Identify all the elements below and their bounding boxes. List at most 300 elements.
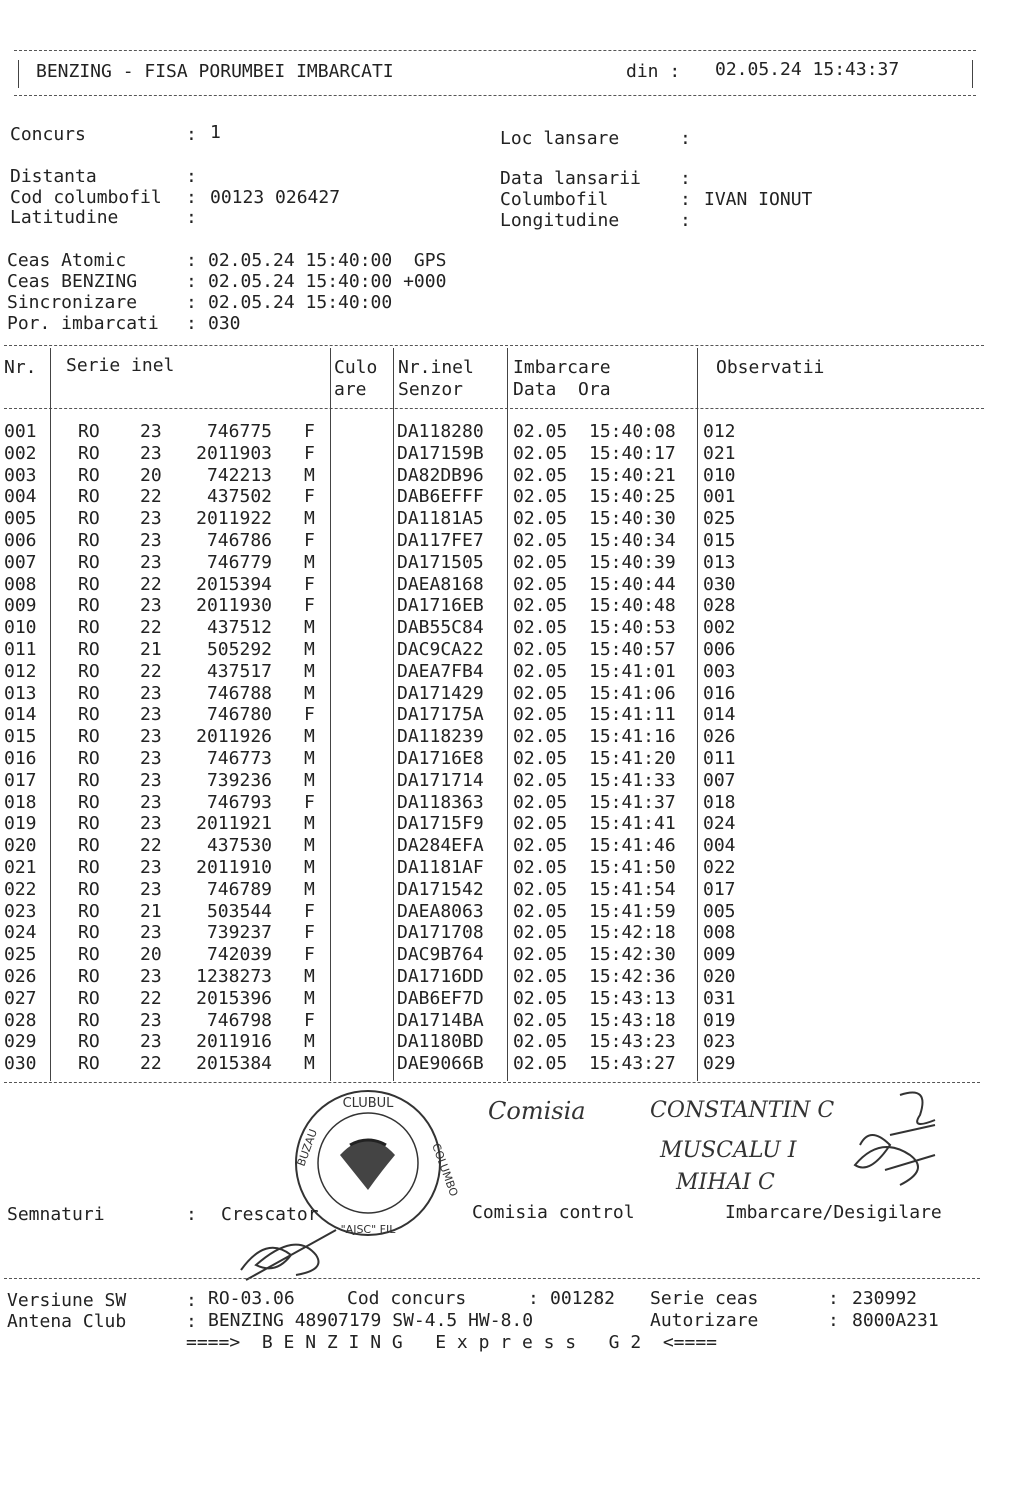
- cell-ora: 15:40:08: [589, 421, 676, 442]
- cell-inel: 2011910: [196, 857, 272, 878]
- cell-data: 02.05: [513, 1031, 568, 1053]
- cell-nr: 014: [4, 704, 37, 726]
- cell-obs: 019: [703, 1009, 736, 1031]
- cell-inel: 742039: [206, 944, 272, 966]
- col-header-nr: Nr.: [4, 357, 37, 378]
- cell-nr: 018: [4, 791, 37, 813]
- cell-data: 02.05: [513, 464, 568, 486]
- table-row: [0, 530, 1000, 552]
- cell-sex: M: [304, 878, 315, 900]
- col-header-imbarcare-2: Data Ora: [513, 379, 611, 400]
- cell-an: 23: [140, 791, 162, 813]
- table-top-border: [4, 345, 984, 346]
- cell-an: 23: [140, 682, 162, 704]
- semnaturi-colon: :: [186, 1204, 197, 1225]
- cell-data: 02.05: [513, 922, 568, 944]
- cell-data: 02.05: [513, 704, 568, 726]
- date-label: din :: [626, 61, 681, 82]
- cell-obs: 002: [703, 617, 736, 639]
- cell-inel: 2015394: [196, 573, 272, 595]
- cell-senzor: DA171505: [397, 551, 484, 573]
- cell-nr: 023: [4, 900, 37, 922]
- cell-tara: RO: [78, 486, 100, 508]
- cell-data: 02.05: [513, 595, 568, 617]
- serie-ceas-value: 230992: [852, 1288, 918, 1309]
- cell-an: 23: [140, 726, 162, 748]
- cell-ora: 15:43:27: [589, 1053, 676, 1075]
- cell-senzor: DA1181AF: [397, 857, 484, 878]
- cell-sex: F: [304, 1009, 315, 1031]
- cell-tara: RO: [78, 617, 100, 639]
- cell-senzor: DA1181A5: [397, 508, 484, 530]
- cell-data: 02.05: [513, 748, 568, 769]
- cell-data: 02.05: [513, 1053, 568, 1075]
- cell-sex: F: [304, 900, 315, 922]
- cod-concurs-colon: :: [528, 1288, 539, 1309]
- cell-nr: 012: [4, 660, 37, 682]
- cell-nr: 021: [4, 857, 37, 878]
- cell-sex: M: [304, 1053, 315, 1075]
- print-datetime: 02.05.24 15:43:37: [715, 59, 900, 80]
- cell-ora: 15:40:39: [589, 551, 676, 573]
- cell-senzor: DA171714: [397, 769, 484, 791]
- cell-sex: M: [304, 639, 315, 660]
- longitudine-label: Longitudine: [500, 210, 620, 231]
- cell-sex: M: [304, 1031, 315, 1053]
- col-header-imbarcare-1: Imbarcare: [513, 357, 611, 378]
- signature-scribble-2: [236, 1225, 346, 1285]
- cell-nr: 002: [4, 442, 37, 464]
- cell-ora: 15:41:16: [589, 726, 676, 748]
- cell-obs: 025: [703, 508, 736, 530]
- cell-sex: M: [304, 464, 315, 486]
- cell-an: 22: [140, 617, 162, 639]
- cell-data: 02.05: [513, 813, 568, 835]
- cell-sex: F: [304, 791, 315, 813]
- cod-columbofil-label: Cod columbofil: [10, 187, 162, 208]
- antena-label: Antena Club: [7, 1311, 127, 1332]
- cell-data: 02.05: [513, 791, 568, 813]
- cell-ora: 15:41:37: [589, 791, 676, 813]
- cell-ora: 15:40:25: [589, 486, 676, 508]
- cell-an: 23: [140, 966, 162, 987]
- cell-sex: M: [304, 551, 315, 573]
- header-left-border: [18, 60, 19, 88]
- table-row: [0, 792, 1000, 814]
- cell-sex: F: [304, 944, 315, 966]
- cell-obs: 012: [703, 421, 736, 442]
- cell-tara: RO: [78, 769, 100, 791]
- cell-nr: 022: [4, 878, 37, 900]
- cell-senzor: DA1716EB: [397, 595, 484, 617]
- cell-an: 23: [140, 508, 162, 530]
- cell-nr: 029: [4, 1031, 37, 1053]
- cell-tara: RO: [78, 878, 100, 900]
- cell-sex: M: [304, 660, 315, 682]
- cell-an: 22: [140, 1053, 162, 1075]
- cell-obs: 009: [703, 944, 736, 966]
- table-row: [0, 661, 1000, 683]
- cell-sex: M: [304, 508, 315, 530]
- cell-nr: 024: [4, 922, 37, 944]
- cell-ora: 15:40:30: [589, 508, 676, 530]
- cell-data: 02.05: [513, 486, 568, 508]
- cell-nr: 011: [4, 639, 37, 660]
- cell-an: 22: [140, 987, 162, 1009]
- cod-columbofil-value: 00123 026427: [210, 187, 341, 208]
- cell-tara: RO: [78, 900, 100, 922]
- cell-senzor: DAEA8168: [397, 573, 484, 595]
- cell-an: 22: [140, 835, 162, 857]
- cell-data: 02.05: [513, 944, 568, 966]
- cell-senzor: DA171542: [397, 878, 484, 900]
- table-header-border: [4, 408, 984, 409]
- cell-an: 21: [140, 639, 162, 660]
- cell-inel: 2011926: [196, 726, 272, 748]
- cell-obs: 015: [703, 530, 736, 551]
- cell-inel: 746773: [206, 748, 272, 769]
- cell-an: 23: [140, 878, 162, 900]
- table-row: [0, 944, 1000, 966]
- signature-scribble-1: [840, 1085, 950, 1195]
- cell-inel: 746793: [206, 791, 272, 813]
- cell-inel: 437502: [206, 486, 272, 508]
- cell-nr: 004: [4, 486, 37, 508]
- cell-sex: M: [304, 813, 315, 835]
- cell-ora: 15:41:41: [589, 813, 676, 835]
- handwritten-comisia: Comisia: [488, 1097, 586, 1125]
- cell-ora: 15:43:18: [589, 1009, 676, 1031]
- cell-obs: 028: [703, 595, 736, 617]
- cell-an: 23: [140, 857, 162, 878]
- cell-tara: RO: [78, 944, 100, 966]
- cell-obs: 007: [703, 769, 736, 791]
- cell-data: 02.05: [513, 639, 568, 660]
- table-row: [0, 704, 1000, 726]
- table-row: [0, 726, 1000, 748]
- cell-an: 23: [140, 1009, 162, 1031]
- table-row: [0, 574, 1000, 596]
- cell-tara: RO: [78, 660, 100, 682]
- cell-nr: 010: [4, 617, 37, 639]
- cell-obs: 026: [703, 726, 736, 748]
- versiune-value: RO-03.06: [208, 1288, 295, 1309]
- cell-tara: RO: [78, 1031, 100, 1053]
- cell-obs: 001: [703, 486, 736, 508]
- cell-data: 02.05: [513, 682, 568, 704]
- cell-inel: 2015396: [196, 987, 272, 1009]
- svg-text:BUZAU: BUZAU: [294, 1127, 320, 1169]
- cell-tara: RO: [78, 573, 100, 595]
- cell-tara: RO: [78, 682, 100, 704]
- distanta-label: Distanta: [10, 166, 97, 187]
- cell-ora: 15:41:11: [589, 704, 676, 726]
- cell-ora: 15:40:44: [589, 573, 676, 595]
- table-row: [0, 465, 1000, 487]
- cell-ora: 15:40:17: [589, 442, 676, 464]
- cell-obs: 013: [703, 551, 736, 573]
- cell-an: 23: [140, 813, 162, 835]
- col-header-culoare-1: Culo: [334, 357, 378, 378]
- table-row: [0, 552, 1000, 574]
- concurs-label: Concurs: [10, 124, 86, 145]
- cell-an: 23: [140, 922, 162, 944]
- cell-nr: 015: [4, 726, 37, 748]
- table-row: [0, 988, 1000, 1010]
- cell-ora: 15:40:21: [589, 464, 676, 486]
- cell-ora: 15:40:48: [589, 595, 676, 617]
- cell-ora: 15:41:20: [589, 748, 676, 769]
- cell-sex: M: [304, 835, 315, 857]
- semnaturi-label: Semnaturi: [7, 1204, 105, 1225]
- table-row: [0, 835, 1000, 857]
- cell-data: 02.05: [513, 617, 568, 639]
- cell-inel: 503544: [206, 900, 272, 922]
- cell-data: 02.05: [513, 1009, 568, 1031]
- cell-nr: 005: [4, 508, 37, 530]
- svg-text:COLUMBO: COLUMBO: [429, 1141, 461, 1199]
- cell-sex: F: [304, 421, 315, 442]
- cell-inel: 437512: [206, 617, 272, 639]
- longitudine-colon: :: [680, 210, 691, 231]
- cell-nr: 017: [4, 769, 37, 791]
- cell-inel: 437530: [206, 835, 272, 857]
- cell-tara: RO: [78, 1053, 100, 1075]
- table-row: [0, 1010, 1000, 1032]
- table-row: [0, 901, 1000, 923]
- latitudine-colon: :: [186, 207, 197, 228]
- cell-tara: RO: [78, 551, 100, 573]
- cell-nr: 013: [4, 682, 37, 704]
- cell-nr: 016: [4, 748, 37, 769]
- cell-obs: 008: [703, 922, 736, 944]
- cell-obs: 024: [703, 813, 736, 835]
- cell-senzor: DAC9CA22: [397, 639, 484, 660]
- col-header-culoare-2: are: [334, 379, 367, 400]
- cell-senzor: DA17175A: [397, 704, 484, 726]
- ceas-atomic-value: 02.05.24 15:40:00 GPS: [208, 250, 447, 271]
- cell-data: 02.05: [513, 769, 568, 791]
- comisia-control-label: Comisia control: [472, 1202, 635, 1223]
- cell-nr: 030: [4, 1053, 37, 1075]
- cell-senzor: DA1716DD: [397, 966, 484, 987]
- cell-sex: M: [304, 769, 315, 791]
- cell-tara: RO: [78, 922, 100, 944]
- benzing-banner: ====> B E N Z I N G E x p r e s s G 2 <====: [186, 1332, 718, 1353]
- cell-inel: 746788: [206, 682, 272, 704]
- cell-nr: 001: [4, 421, 37, 442]
- cell-nr: 007: [4, 551, 37, 573]
- cell-inel: 746798: [206, 1009, 272, 1031]
- cell-ora: 15:40:57: [589, 639, 676, 660]
- por-imbarcati-colon: :: [186, 313, 197, 334]
- cell-an: 21: [140, 900, 162, 922]
- cell-nr: 026: [4, 966, 37, 987]
- cell-an: 20: [140, 464, 162, 486]
- handwritten-name-2: MUSCALU I: [660, 1138, 797, 1163]
- latitudine-label: Latitudine: [10, 207, 119, 228]
- concurs-value: 1: [210, 122, 221, 143]
- cell-tara: RO: [78, 835, 100, 857]
- cell-nr: 027: [4, 987, 37, 1009]
- cell-ora: 15:41:50: [589, 857, 676, 878]
- cell-an: 23: [140, 748, 162, 769]
- cell-inel: 2011922: [196, 508, 272, 530]
- cell-senzor: DA171429: [397, 682, 484, 704]
- cell-ora: 15:42:18: [589, 922, 676, 944]
- cell-inel: 2011930: [196, 595, 272, 617]
- cell-inel: 746786: [206, 530, 272, 551]
- footer-top-border: [4, 1278, 980, 1279]
- cell-tara: RO: [78, 791, 100, 813]
- cell-tara: RO: [78, 704, 100, 726]
- header-top-border: [14, 50, 976, 51]
- cell-tara: RO: [78, 987, 100, 1009]
- cell-senzor: DA118280: [397, 421, 484, 442]
- cell-an: 22: [140, 573, 162, 595]
- columbofil-value: IVAN IONUT: [704, 189, 813, 210]
- cell-nr: 008: [4, 573, 37, 595]
- handwritten-name-1: CONSTANTIN C: [650, 1098, 835, 1123]
- cell-sex: M: [304, 987, 315, 1009]
- cell-data: 02.05: [513, 987, 568, 1009]
- por-imbarcati-value: 030: [208, 313, 241, 334]
- handwritten-name-3: MIHAI C: [676, 1170, 775, 1195]
- cell-data: 02.05: [513, 900, 568, 922]
- cell-tara: RO: [78, 1009, 100, 1031]
- cell-data: 02.05: [513, 857, 568, 878]
- autorizare-value: 8000A231: [852, 1310, 939, 1331]
- cell-tara: RO: [78, 748, 100, 769]
- cell-data: 02.05: [513, 573, 568, 595]
- cell-senzor: DAEA7FB4: [397, 660, 484, 682]
- cell-inel: 739237: [206, 922, 272, 944]
- cell-senzor: DAE9066B: [397, 1053, 484, 1075]
- distanta-colon: :: [186, 166, 197, 187]
- cell-ora: 15:43:13: [589, 987, 676, 1009]
- cell-ora: 15:42:36: [589, 966, 676, 987]
- col-header-nrinel-2: Senzor: [398, 379, 464, 400]
- table-row: [0, 748, 1000, 770]
- loc-lansare-label: Loc lansare: [500, 128, 620, 149]
- autorizare-label: Autorizare: [650, 1310, 759, 1331]
- cell-obs: 031: [703, 987, 736, 1009]
- cell-sex: M: [304, 966, 315, 987]
- sincronizare-value: 02.05.24 15:40:00: [208, 292, 393, 313]
- cell-obs: 020: [703, 966, 736, 987]
- cell-tara: RO: [78, 595, 100, 617]
- cell-sex: M: [304, 617, 315, 639]
- cell-an: 23: [140, 769, 162, 791]
- cell-obs: 022: [703, 857, 736, 878]
- cell-obs: 005: [703, 900, 736, 922]
- cell-senzor: DAB6EFFF: [397, 486, 484, 508]
- cell-ora: 15:41:01: [589, 660, 676, 682]
- cell-inel: 746780: [206, 704, 272, 726]
- cell-inel: 742213: [206, 464, 272, 486]
- cell-ora: 15:41:59: [589, 900, 676, 922]
- cell-an: 23: [140, 704, 162, 726]
- cell-senzor: DA1716E8: [397, 748, 484, 769]
- col-header-serie: Serie inel: [66, 355, 175, 376]
- cell-data: 02.05: [513, 878, 568, 900]
- cell-inel: 437517: [206, 660, 272, 682]
- cell-inel: 746775: [206, 421, 272, 442]
- ceas-atomic-label: Ceas Atomic: [7, 250, 127, 271]
- cell-data: 02.05: [513, 966, 568, 987]
- cell-sex: M: [304, 682, 315, 704]
- cell-obs: 004: [703, 835, 736, 857]
- por-imbarcati-label: Por. imbarcati: [7, 313, 159, 334]
- cell-inel: 2015384: [196, 1053, 272, 1075]
- cell-nr: 006: [4, 530, 37, 551]
- table-row: [0, 595, 1000, 617]
- columbofil-label: Columbofil: [500, 189, 609, 210]
- cell-data: 02.05: [513, 530, 568, 551]
- col-header-observatii: Observatii: [716, 357, 825, 378]
- serie-ceas-label: Serie ceas: [650, 1288, 759, 1309]
- table-row: [0, 1031, 1000, 1053]
- cell-obs: 003: [703, 660, 736, 682]
- cell-ora: 15:41:33: [589, 769, 676, 791]
- cell-nr: 020: [4, 835, 37, 857]
- cell-sex: F: [304, 530, 315, 551]
- cell-senzor: DAB55C84: [397, 617, 484, 639]
- table-row: [0, 639, 1000, 661]
- cell-sex: F: [304, 486, 315, 508]
- cell-data: 02.05: [513, 421, 568, 442]
- svg-text:CLUBUL: CLUBUL: [342, 1096, 394, 1111]
- cell-inel: 2011916: [196, 1031, 272, 1053]
- versiune-label: Versiune SW: [7, 1290, 127, 1311]
- cell-senzor: DA118363: [397, 791, 484, 813]
- cell-obs: 021: [703, 442, 736, 464]
- cell-nr: 025: [4, 944, 37, 966]
- cell-senzor: DAEA8063: [397, 900, 484, 922]
- col-header-nrinel-1: Nr.inel: [398, 357, 474, 378]
- cod-concurs-value: 001282: [550, 1288, 616, 1309]
- cell-sex: M: [304, 726, 315, 748]
- cell-ora: 15:41:54: [589, 878, 676, 900]
- loc-lansare-colon: :: [680, 128, 691, 149]
- cell-tara: RO: [78, 726, 100, 748]
- cell-data: 02.05: [513, 508, 568, 530]
- sincronizare-colon: :: [186, 292, 197, 313]
- cell-an: 20: [140, 944, 162, 966]
- table-row: [0, 879, 1000, 901]
- data-lansarii-colon: :: [680, 168, 691, 189]
- cell-inel: 2011903: [196, 442, 272, 464]
- cell-obs: 006: [703, 639, 736, 660]
- table-row: [0, 617, 1000, 639]
- table-row: [0, 922, 1000, 944]
- cell-an: 23: [140, 595, 162, 617]
- cell-ora: 15:40:34: [589, 530, 676, 551]
- table-row: [0, 966, 1000, 988]
- ceas-benzing-label: Ceas BENZING: [7, 271, 138, 292]
- table-row: [0, 770, 1000, 792]
- cell-inel: 505292: [206, 639, 272, 660]
- cell-data: 02.05: [513, 835, 568, 857]
- cell-obs: 017: [703, 878, 736, 900]
- cell-an: 23: [140, 530, 162, 551]
- cell-obs: 011: [703, 748, 736, 769]
- cell-tara: RO: [78, 813, 100, 835]
- cell-an: 22: [140, 486, 162, 508]
- versiune-colon: :: [186, 1290, 197, 1311]
- cell-senzor: DA1714BA: [397, 1009, 484, 1031]
- cell-tara: RO: [78, 857, 100, 878]
